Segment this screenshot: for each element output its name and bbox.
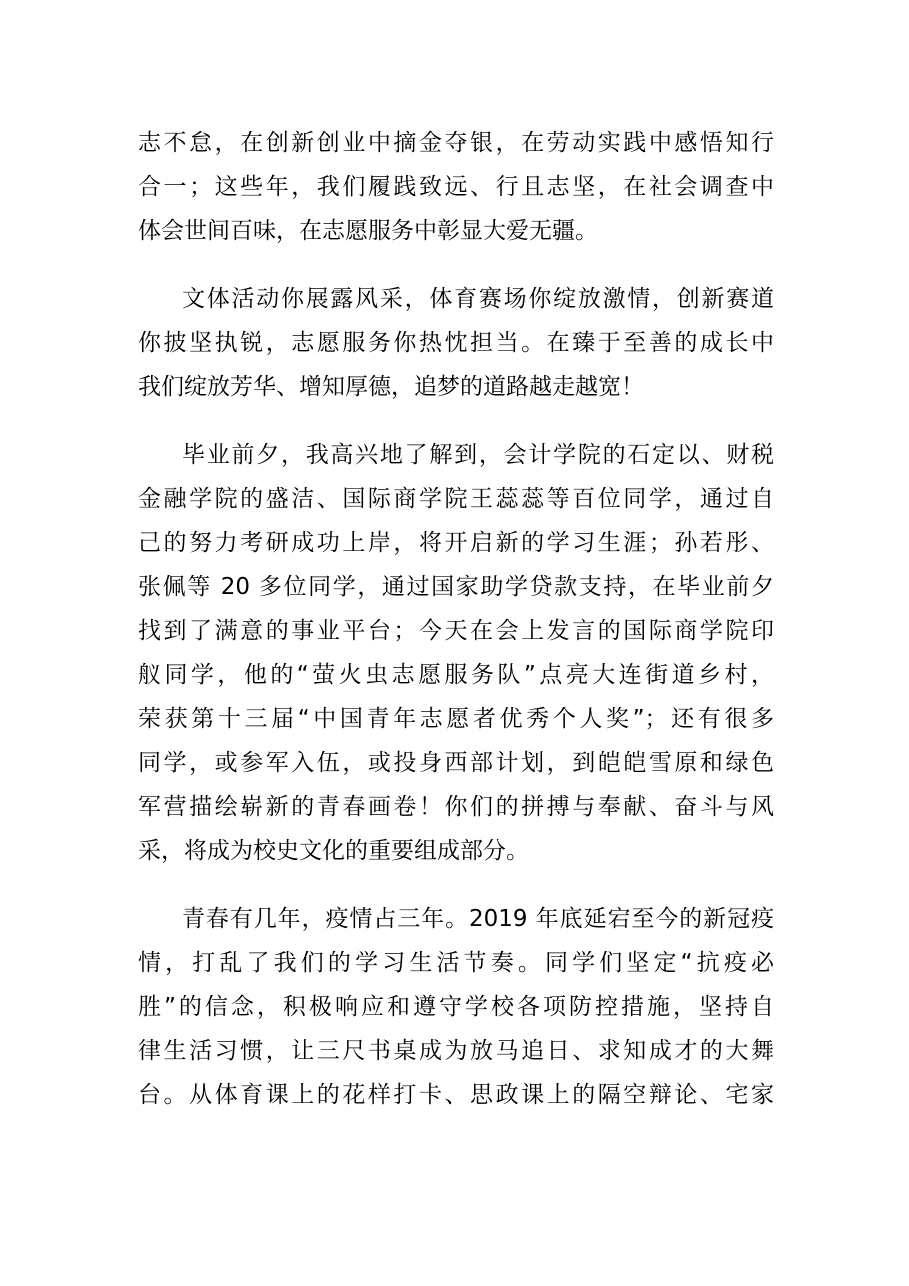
text-line: 体会世间百味，在志愿服务中彰显大爱无疆。 bbox=[138, 218, 598, 244]
text-line: 台。从体育课上的花样打卡、思政课上的隔空辩论、宅家 bbox=[138, 1082, 774, 1108]
text-line: 我们绽放芳华、增知厚德，追梦的道路越走越宽！ bbox=[138, 374, 644, 400]
text-line: 胜”的信念，积极响应和遵守学校各项防控措施，坚持自 bbox=[138, 994, 774, 1020]
paragraph-2 bbox=[138, 277, 774, 409]
text-line: 情，打乱了我们的学习生活节奏。同学们坚定“抗疫必 bbox=[138, 950, 774, 976]
text-line: 金融学院的盛洁、国际商学院王蕊蕊等百位同学，通过自 bbox=[138, 486, 774, 512]
text-line: 志不怠，在创新创业中摘金夺银，在劳动实践中感悟知行 bbox=[138, 130, 774, 156]
text-line: 军营描绘崭新的青春画卷！你们的拼搏与奉献、奋斗与风 bbox=[138, 794, 774, 820]
text-line: 张佩等 20 多位同学，通过国家助学贷款支持，在毕业前夕 bbox=[138, 574, 774, 600]
paragraph-1 bbox=[138, 121, 774, 253]
text-line: 荣获第十三届“中国青年志愿者优秀个人奖”；还有很多 bbox=[138, 706, 774, 732]
text-line: 你披坚执锐，志愿服务你热忱担当。在臻于至善的成长中 bbox=[138, 330, 774, 356]
paragraph-3 bbox=[138, 433, 774, 873]
text-line: 己的努力考研成功上岸，将开启新的学习生涯；孙若彤、 bbox=[138, 530, 774, 556]
text-line: 采，将成为校史文化的重要组成部分。 bbox=[138, 838, 529, 864]
paragraph-4 bbox=[138, 897, 774, 1117]
text-line: 合一；这些年，我们履践致远、行且志坚，在社会调查中 bbox=[138, 174, 774, 200]
text-line: 舣同学，他的“萤火虫志愿服务队”点亮大连街道乡村， bbox=[138, 662, 774, 688]
document-body bbox=[138, 121, 774, 1141]
text-line: 文体活动你展露风采，体育赛场你绽放激情，创新赛道 bbox=[182, 286, 774, 312]
text-line: 律生活习惯，让三尺书桌成为放马追日、求知成才的大舞 bbox=[138, 1038, 774, 1064]
text-line: 找到了满意的事业平台；今天在会上发言的国际商学院印 bbox=[138, 618, 774, 644]
text-line: 同学，或参军入伍，或投身西部计划，到皑皑雪原和绿色 bbox=[138, 750, 774, 776]
text-line: 毕业前夕，我高兴地了解到，会计学院的石定以、财税 bbox=[182, 442, 774, 468]
text-line: 青春有几年，疫情占三年。2019 年底延宕至今的新冠疫 bbox=[182, 906, 774, 932]
